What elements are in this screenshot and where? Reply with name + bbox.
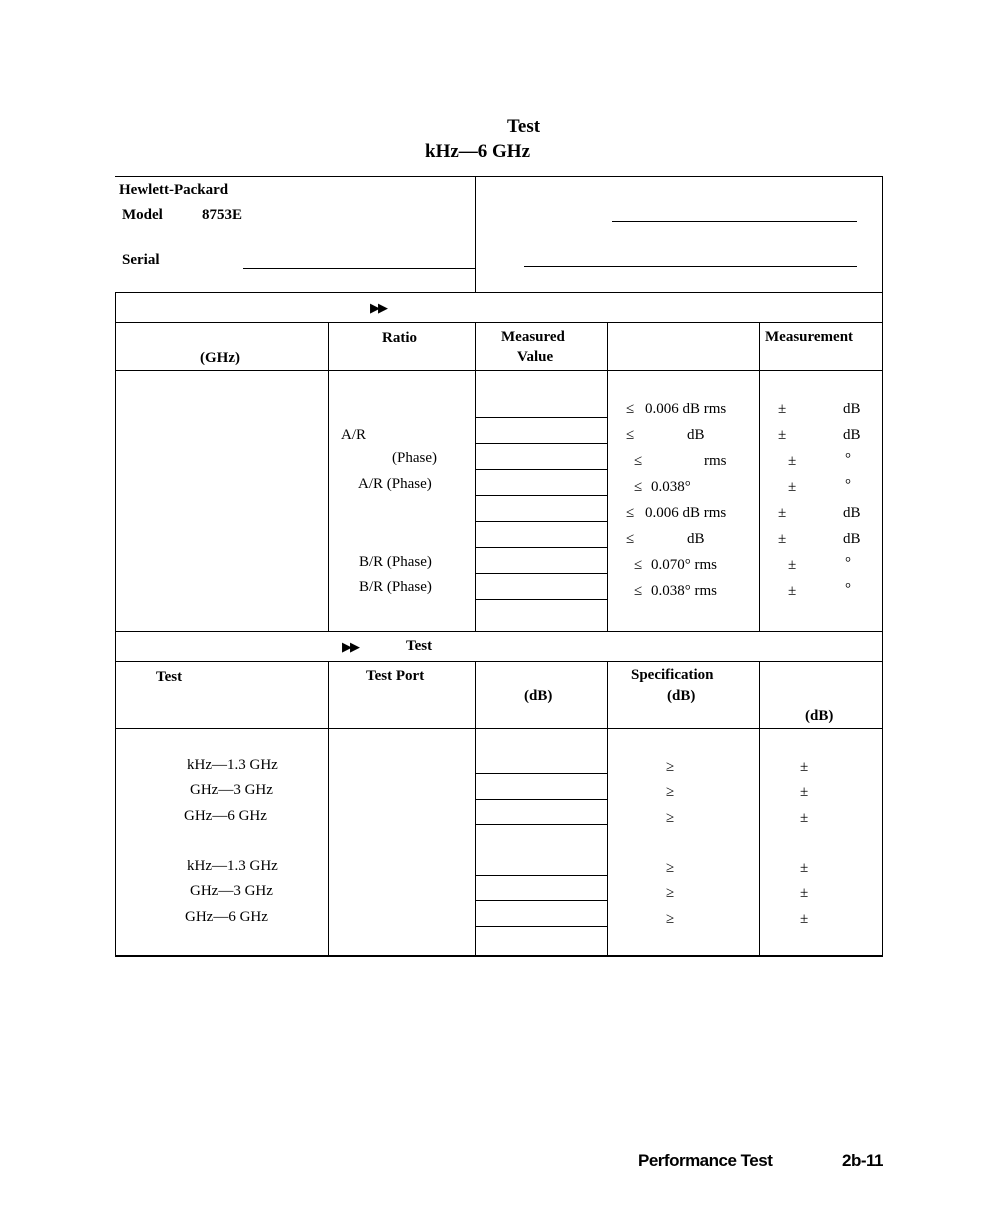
s1-freq-unit-header: (GHz) [200,350,240,366]
s2-pm-4: ± [800,860,809,876]
s2-pm-5: ± [800,885,809,901]
serial-label: Serial [122,252,160,268]
manufacturer-label: Hewlett-Packard [119,182,229,198]
s2-freq-range-2: GHz—3 GHz [190,782,273,798]
frame-right [882,176,883,956]
s1-unit-8: ° [845,581,851,597]
section2-label: Test [406,638,433,654]
footer-section-title: Performance Test [638,1151,773,1170]
s1-pm-4: ± [788,479,797,495]
s2-measured-unit-header: (dB) [524,688,553,704]
section1-arrow-icon: ▶▶ [370,300,386,315]
info-field-line-2[interactable] [524,266,857,267]
s1-measured-field-6[interactable] [476,547,607,548]
s1-unit-6: dB [843,531,861,547]
s2-freq-range-4: kHz—1.3 GHz [187,858,278,874]
s2-col-divider-4 [759,661,760,955]
s1-unit-3: ° [845,451,851,467]
s2-measured-field-5[interactable] [476,900,607,901]
frame-bottom [115,955,883,957]
s1-spec-sym-2: ≤ [626,427,635,443]
s1-measured-field-4[interactable] [476,495,607,496]
s2-spec-sym-5: ≥ [666,885,675,901]
s1-spec-text-1: 0.006 dB rms [645,401,727,417]
frame-top [115,176,882,177]
footer-page-number: 2b-11 [842,1151,883,1170]
s2-measured-field-4[interactable] [476,875,607,876]
s1-ratio-header: Ratio [382,330,417,346]
s1-pm-6: ± [778,531,787,547]
s2-freq-range-5: GHz—3 GHz [190,883,273,899]
s1-measured-field-5[interactable] [476,521,607,522]
s1-ratio-4: B/R (Phase) [359,554,432,570]
info-field-line-1[interactable] [612,221,857,222]
s1-measured-field-7[interactable] [476,573,607,574]
s1-ratio-5: B/R (Phase) [359,579,432,595]
s2-measured-field-2[interactable] [476,799,607,800]
s2-col-divider-3 [607,661,608,955]
s2-measured-field-6[interactable] [476,926,607,927]
section2-arrow-icon: ▶▶ [342,639,358,654]
s2-col-divider-1 [328,661,329,955]
s1-spec-sym-1: ≤ [626,401,635,417]
s2-spec-sym-2: ≥ [666,784,675,800]
s2-freq-range-3: GHz—6 GHz [184,808,267,824]
s2-col-divider-2 [475,661,476,955]
s2-pm-6: ± [800,911,809,927]
s1-spec-sym-6: ≤ [626,531,635,547]
section2-banner-top [115,631,882,632]
s2-spec-header-2: (dB) [667,688,696,704]
s1-spec-text-7: 0.070° rms [651,557,717,573]
s1-pm-1: ± [778,401,787,417]
s2-pm-1: ± [800,759,809,775]
s2-spec-sym-3: ≥ [666,810,675,826]
s2-pm-2: ± [800,784,809,800]
s1-header-bottom [115,370,882,371]
s1-col-divider-4 [759,322,760,631]
s1-measured-header-2: Value [517,349,554,365]
s1-ratio-2: (Phase) [392,450,437,466]
serial-number-field-line[interactable] [243,268,475,269]
s2-measured-field-3[interactable] [476,824,607,825]
s1-spec-sym-4: ≤ [634,479,643,495]
s1-col-divider-2 [475,322,476,631]
s2-measured-field-1[interactable] [476,773,607,774]
s1-unit-4: ° [845,477,851,493]
s2-test-port-header: Test Port [366,668,425,684]
s1-spec-sym-5: ≤ [626,505,635,521]
s1-spec-text-6: dB [687,531,705,547]
page-title-line2: kHz—6 GHz [425,141,531,162]
s2-spec-sym-4: ≥ [666,860,675,876]
model-label: Model [122,207,163,223]
model-value: 8753E [202,207,243,223]
s2-freq-range-6: GHz—6 GHz [185,909,268,925]
s2-header-bottom [115,728,882,729]
s1-measured-header-1: Measured [501,329,565,345]
s1-measurement-header: Measurement [765,329,854,345]
s2-test-header: Test [156,669,183,685]
s2-spec-sym-6: ≥ [666,911,675,927]
s1-spec-text-3: rms [704,453,727,469]
frame-left-lower [115,292,116,956]
page-title-line1: Test [507,116,541,137]
s1-pm-2: ± [778,427,787,443]
s1-spec-text-2: dB [687,427,705,443]
s2-pm-3: ± [800,810,809,826]
s2-freq-range-1: kHz—1.3 GHz [187,757,278,773]
s1-unit-1: dB [843,401,861,417]
s1-measured-field-8[interactable] [476,599,607,600]
section1-banner-top [115,292,882,293]
section2-banner-bottom [115,661,882,662]
s1-pm-3: ± [788,453,797,469]
s1-spec-text-8: 0.038° rms [651,583,717,599]
s1-spec-sym-3: ≤ [634,453,643,469]
s1-unit-7: ° [845,555,851,571]
s1-unit-2: dB [843,427,861,443]
s1-unit-5: dB [843,505,861,521]
s1-ratio-3: A/R (Phase) [358,476,432,492]
s1-spec-text-5: 0.006 dB rms [645,505,727,521]
info-box-divider [475,176,476,292]
s1-spec-sym-8: ≤ [634,583,643,599]
s1-pm-5: ± [778,505,787,521]
s1-col-divider-1 [328,322,329,631]
s1-pm-7: ± [788,557,797,573]
s2-spec-header-1: Specification [631,667,714,683]
s1-measured-field-3[interactable] [476,469,607,470]
s1-ratio-1: A/R [341,427,367,443]
s1-spec-sym-7: ≤ [634,557,643,573]
section1-banner-bottom [115,322,882,323]
s1-measured-field-2[interactable] [476,443,607,444]
s1-pm-8: ± [788,583,797,599]
s1-measured-field-1[interactable] [476,417,607,418]
s1-spec-text-4: 0.038° [651,479,691,495]
s1-col-divider-3 [607,322,608,631]
s2-spec-sym-1: ≥ [666,759,675,775]
s2-uncert-unit-header: (dB) [805,708,834,724]
